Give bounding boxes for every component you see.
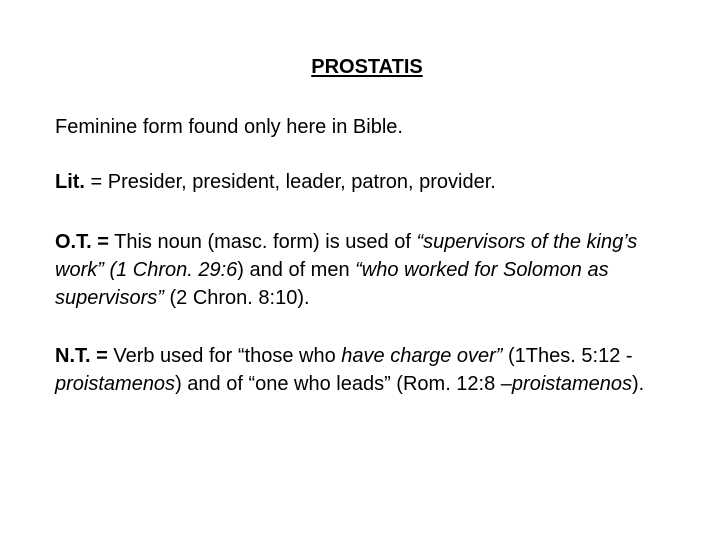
- new-testament-text-1: Verb used for “those who: [107, 345, 342, 367]
- paragraph-feminine-form-text: Feminine form found only here in Bible.: [55, 116, 403, 138]
- new-testament-label: N.T. =: [55, 345, 108, 367]
- new-testament-text-2: (1Thes. 5:12 -: [502, 345, 633, 367]
- new-testament-text-4: ).: [631, 373, 645, 395]
- paragraph-old-testament: [55, 228, 665, 312]
- paragraph-new-testament: [55, 342, 665, 398]
- old-testament-text-1: This noun (masc. form) is used of: [108, 231, 417, 253]
- old-testament-text-2: ) and of men: [237, 259, 356, 281]
- new-testament-italic-3: proistamenos: [511, 373, 632, 395]
- new-testament-italic-2: proistamenos: [55, 373, 176, 395]
- paragraph-feminine-form: [55, 113, 665, 141]
- old-testament-quote-1: “supervisors of the king’s work” (1 Chron. 29:6: [55, 231, 638, 281]
- slide-title: PROSTATIS: [311, 56, 423, 78]
- paragraph-literal-meaning: [55, 168, 665, 196]
- literal-definition: = Presider, president, leader, patron, provider.: [85, 171, 496, 193]
- new-testament-italic-1: have charge over”: [341, 345, 503, 367]
- new-testament-text-3: ) and of “one who leads” (Rom. 12:8 –: [175, 373, 512, 395]
- old-testament-label: O.T. =: [55, 231, 109, 253]
- old-testament-quote-2: “who worked for Solomon as supervisors”: [55, 259, 609, 309]
- literal-label: Lit.: [55, 171, 85, 193]
- old-testament-text-3: (2 Chron. 8:10).: [163, 287, 310, 309]
